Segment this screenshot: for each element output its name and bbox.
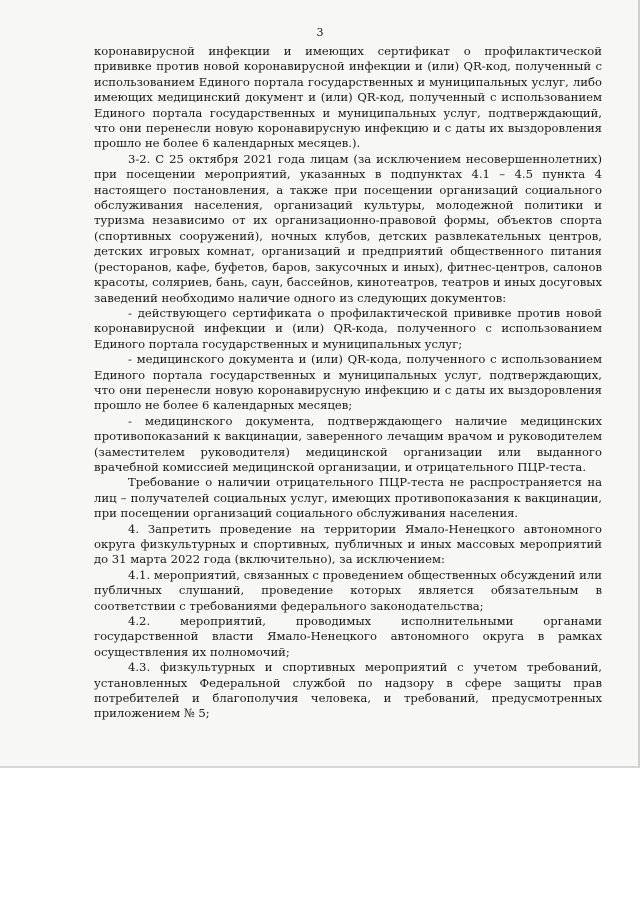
list-item-contraindications: - медицинского документа, подтверждающего наличие медицинских противопоказаний к вакцинации, заверенного лечащим врачом и руководителем (заместителем руководителя) медицинской организации или выданного врачебной комиссией медицинской организации, и отрицательного ПЦР-теста.	[94, 413, 602, 474]
paragraph-4-2: 4.2. мероприятий, проводимых исполнительными органами государственной власти Ямало-Ненецкого автономного округа в рамках осуществления их полномочий;	[94, 614, 602, 659]
paragraph-continuation: коронавирусной инфекции и имеющих сертификат о профилактической прививке против новой коронавирусной инфекции и (или) QR-код, полученный с использованием Единого портала государственных и муниципальных услуг, либо имеющих медицинский документ и (или) QR-код, полученный с использованием Единого портала государственных и муниципальных услуг, подтверждающий, что они перенесли новую коронавирусную инфекцию и с даты их выздоровления прошло не более 6 календарных месяцев.).	[94, 44, 602, 151]
list-item-certificate: - действующего сертификата о профилактической прививке против новой коронавирусной инфекции и (или) QR-кода, полученного с использованием Единого портала государственных и муниципальных услуг;	[94, 305, 602, 351]
page-number: 3	[316, 26, 324, 39]
paragraph-4: 4. Запретить проведение на территории Ямало-Ненецкого автономного округа физкультурных и спортивных, публичных и иных массовых мероприятий до 31 марта 2022 года (включительно), за исключением:	[94, 521, 602, 567]
paragraph-3-2: 3-2. С 25 октября 2021 года лицам (за исключением несовершеннолетних) при посещении мероприятий, указанных в подпунктах 4.1 – 4.5 пункта 4 настоящего постановления, а также при посещении организаций социального обслуживания населения, организаций культуры, молодежной политики и туризма независимо от их организационно-правовой формы, объектов спорта (спортивных сооружений), ночных клубов, детских развлекательных центров, детских игровых комнат, организаций и предприятий общественного питания (ресторанов, кафе, буфетов, баров, закусочных и иных), фитнес-центров, салонов красоты, соляриев, бань, саун, бассейнов, кинотеатров, театров и иных досуговых заведений необходимо наличие одного из следующих документов:	[94, 151, 602, 305]
blank-area	[0, 770, 640, 905]
paragraph-pcr-exception: Требование о наличии отрицательного ПЦР-теста не распространяется на лиц – получателей социальных услуг, имеющих противопоказания к вакцинации, при посещении организаций социального обслуживания населения.	[94, 475, 602, 521]
paragraph-4-3: 4.3. физкультурных и спортивных мероприятий с учетом требований, установленных Федеральной службой по надзору в сфере защиты прав потребителей и благополучия человека, и требований, предусмотренных приложением № 5;	[94, 660, 602, 721]
list-item-recovery-document: - медицинского документа и (или) QR-кода, полученного с использованием Единого портала государственных и муниципальных услуг, подтверждающих, что они перенесли новую коронавирусную инфекцию и с даты их выздоровления прошло не более 6 календарных месяцев;	[94, 352, 602, 413]
document-body	[94, 44, 602, 722]
paragraph-4-1: 4.1. мероприятий, связанных с проведением общественных обсуждений или публичных слушаний, проведение которых является обязательным в соответствии с требованиями федерального законодательства;	[94, 567, 602, 613]
